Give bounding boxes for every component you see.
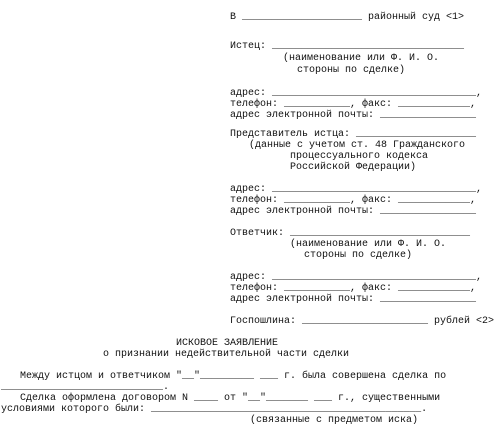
plaintiff-email: адрес электронной почты: ________________ — [230, 110, 477, 121]
plaintiff-line: Истец: ________________________________ — [230, 41, 465, 52]
defendant-hint-2: стороны по сделке) — [304, 250, 413, 261]
paragraph-1-line-1: Между истцом и ответчиком "__"_________ ___ г. была совершена сделка по — [20, 371, 447, 382]
defendant-hint-1: (наименование или Ф. И. О. — [290, 239, 447, 250]
representative-hint-1: (данные с учетом ст. 48 Гражданского — [249, 140, 466, 151]
plaintiff-address: адрес: __________________________________, — [230, 88, 483, 99]
plaintiff-phone-fax: телефон: ___________, факс: ____________, — [230, 99, 477, 110]
document-subtitle: о признании недействительной части сделки — [103, 349, 350, 360]
court-line: В ____________________ районный суд <1> — [230, 12, 465, 23]
plaintiff-hint-2: стороны по сделке) — [297, 65, 406, 76]
paragraph-1-line-2: ___________________________. — [1, 382, 170, 393]
defendant-email: адрес электронной почты: ________________ — [230, 294, 477, 305]
paragraph-2-hint: (связанные с предметом иска) — [250, 415, 419, 426]
plaintiff-hint-1: (наименование или Ф. И. О. — [283, 53, 440, 64]
representative-hint-3: Российской Федерации) — [290, 162, 417, 173]
representative-line: Представитель истца: ____________________ — [230, 129, 477, 140]
representative-hint-2: процессуального кодекса — [290, 151, 429, 162]
paragraph-2-line-1: Сделка оформлена договором N ____ от "__"_______ ___ г., существенными — [20, 393, 441, 404]
representative-address: адрес: __________________________________, — [230, 184, 483, 195]
defendant-phone-fax: телефон: ___________, факс: ____________, — [230, 283, 477, 294]
defendant-address: адрес: __________________________________, — [230, 272, 483, 283]
state-fee-line: Госпошлина: _____________________ рублей <2> — [230, 316, 495, 327]
document-title: ИСКОВОЕ ЗАЯВЛЕНИЕ — [176, 338, 279, 349]
defendant-line: Ответчик: ______________________________ — [230, 228, 471, 239]
paragraph-2-line-2: условиями которого были: _____________________________________________. — [1, 404, 428, 415]
representative-email: адрес электронной почты: ________________ — [230, 206, 477, 217]
representative-phone-fax: телефон: ___________, факс: ____________, — [230, 195, 477, 206]
